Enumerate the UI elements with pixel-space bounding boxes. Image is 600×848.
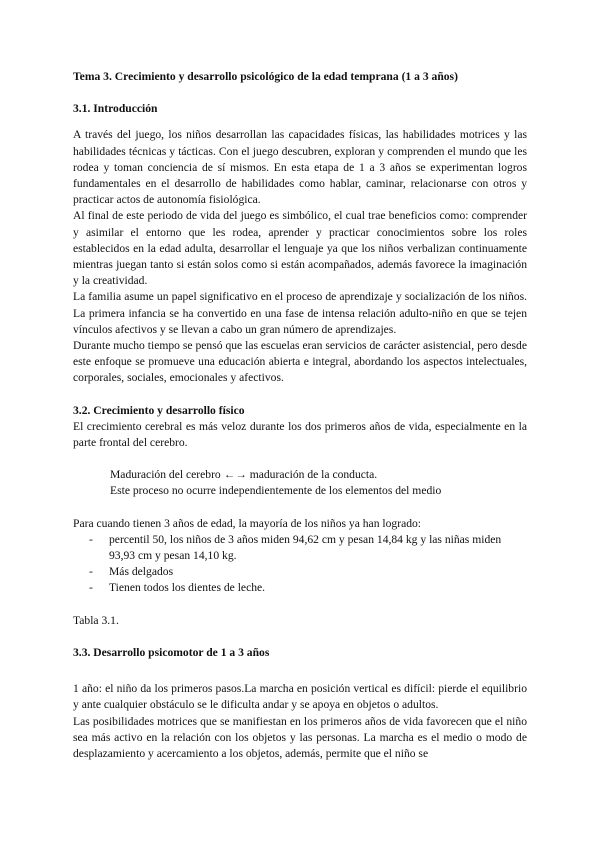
document-title: Tema 3. Crecimiento y desarrollo psicológico de la edad temprana (1 a 3 años) [73, 70, 458, 83]
section-heading-psychomotor: 3.3. Desarrollo psicomotor de 1 a 3 años [73, 645, 270, 659]
indented-line: Este proceso no ocurre independientemente de los elementos del medio [110, 484, 442, 498]
section-heading-introduction: 3.1. Introducción [73, 102, 158, 116]
list-item-text: Tienen todos los dientes de leche. [109, 581, 266, 595]
list-marker: - [89, 581, 93, 595]
growth-paragraph: El crecimiento cerebral es más veloz durante los dos primeros años de vida, especialmente en la parte frontal del cerebro. [73, 419, 527, 450]
table-caption: Tabla 3.1. [73, 613, 119, 627]
list-intro: Para cuando tienen 3 años de edad, la mayoría de los niños ya han logrado: [73, 516, 422, 530]
document-content [73, 69, 527, 762]
indented-line: Maduración del cerebro ←→ maduración de la conducta. [110, 468, 378, 482]
psychomotor-paragraph: 1 año: el niño da los primeros pasos.La marcha en posición vertical es difícil: pierde el equilibrio y ante cualquier obstáculo se le dificulta andar y se apoya en objetos o adultos. [73, 682, 527, 712]
intro-paragraph: Durante mucho tiempo se pensó que las escuelas eran servicios de carácter asistencial, pero desde este enfoque se promueve una educación abierta e integral, abordando los aspectos intelectuales, corporales, sociales, emocionales y afectivos. [73, 339, 527, 385]
intro-paragraph: La familia asume un papel significativo en el proceso de aprendizaje y socialización de los niños. La primera infancia se ha convertido en una fase de intensa relación adulto-niño en que se tejen vínculos afectivos y se llevan a cabo un gran número de aprendizajes. [73, 290, 527, 336]
list-item [73, 580, 527, 596]
list-item [73, 532, 527, 564]
list-item-text: Más delgados [109, 565, 174, 579]
psychomotor-paragraph: Las posibilidades motrices que se manifiestan en los primeros años de vida favorecen que el niño sea más activo en la relación con los objetos y las personas. La marcha es el medio o modo de desplazamiento y acercamiento a los objetos, además, permite que el niño se [73, 714, 527, 760]
brain-maturation-note [73, 467, 527, 499]
section-heading-growth: 3.2. Crecimiento y desarrollo físico [73, 403, 245, 417]
achievements-list [73, 532, 527, 597]
list-item [73, 564, 527, 580]
list-item-text: percentil 50, los niños de 3 años miden 94,62 cm y pesan 14,84 kg y las niñas miden 93,93 cm y pesan 14,10 kg. [109, 532, 502, 563]
intro-paragraph: Al final de este periodo de vida del juego es simbólico, el cual trae beneficios como: comprender y asimilar el entorno que les rodea, aprender y practicar conocimientos sobre los roles establecidos en la edad adulta, desarrollar el lenguaje ya que los niños verbalizan continuamente mientras juegan tanto si están solos como si están acompañados, además favorece la imaginación y la creatividad. [73, 209, 527, 288]
list-marker: - [89, 565, 93, 579]
list-marker: - [89, 532, 93, 546]
intro-paragraph: A través del juego, los niños desarrollan las capacidades físicas, las habilidades motrices y las habilidades técnicas y tácticas. Con el juego descubren, exploran y comprenden el mundo que les rodea y toman conciencia de sí mismos. En esta etapa de 1 a 3 años se experimentan logros fundamentales en el desarrollo de habilidades como hablar, caminar, relacionarse con otros y practicar actos de autonomía fisiológica. [73, 128, 527, 207]
